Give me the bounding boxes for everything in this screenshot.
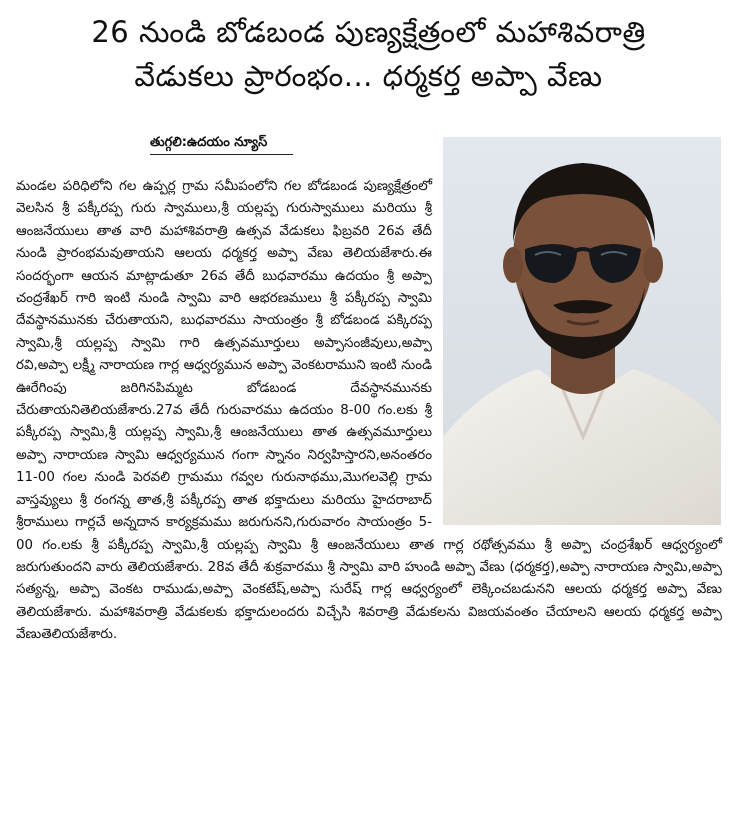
article-body xyxy=(16,176,722,647)
byline: తుగ్గలి:ఉదయం న్యూస్ xyxy=(150,135,268,150)
headline-line-2: వేడుకలు ప్రారంభం... ధర్మకర్త అప్పా వేణు xyxy=(134,59,603,93)
article-paragraph: మండల పరిధిలోని గల ఉప్పర్ల గ్రామ సమీపంలోని గల బోడబండ పుణ్యక్షేత్రంలో వెలసిన శ్రీ పక్కీరప్ప గురు స్వాములు,శ్రీ యల్లప్ప గురుస్వాములు మరియు శ్రీ ఆంజనేయులు తాత వారి మహాశివరాత్రి ఉత్సవ వేడుకలు ఫిబ్రవరి 26వ తేదీ నుండి ప్రారంభమవుతాయని ఆలయ ధర్మకర్త అప్పా వేణు తెలియజేశారు.ఈ సందర్భంగా ఆయన మాట్లాడుతూ 26వ తేదీ బుధవారము ఉదయం శ్రీ అప్పా చంద్రశేఖర్ గారి ఇంటి నుండి స్వామి వారి ఆభరణములు శ్రీ పక్కీరప్ప స్వామి దేవస్థానమునకు చేరుతాయని, బుధవారము సాయంత్రం శ్రీ బోడబండ పక్కిరప్ప స్వామి,శ్రీ యల్లప్ప స్వామి గారి ఉత్సవమూర్తులు అప్పాసంజీవులు,అప్పా రవి,అప్పా లక్ష్మీ నారాయణ గార్ల ఆధ్వర్యమున అప్పా వెంకటరాముని ఇంటి నుండి ఊరేగింపు జరిగినపిమ్మట బోడబండ దేవస్థానమునకు చేరుతాయనితెలియజేశారు.27వ తేదీ గురువారము ఉదయం 8-00 గం.లకు శ్రీ పక్కీరప్ప స్వామి,శ్రీ యల్లప్ప స్వామి,శ్రీ ఆంజనేయులు తాత ఉత్సవమూర్తులు అప్పా నారాయణ స్వామి ఆధ్వర్యమున గంగా స్నానం నిర్వహిస్తారని,అనంతరం 11-00 గంల నుండి పెరవలి గ్రామము గవ్వల గురునాథము,మొగలవెల్లి గ్రామ వాస్తవ్యులు శ్రీ రంగన్న తాత,శ్రీ పక్కీరప్ప తాత భక్తాదులు మరియు హైదరాబాద్ శ్రీరాములు గార్లచే అన్నదాన కార్యక్రమము జరుగునని,గురువారం సాయంత్రం 5-00 గం.లకు శ్రీ పక్కీరప్ప స్వామి,శ్రీ యల్లప్ప స్వామి శ్రీ ఆంజనేయులు తాత గార్ల రథోత్సవము శ్రీ అప్పా చంద్రశేఖర్ ఆధ్వర్యంలో జరుగుతుందని వారు తెలియజేశారు. 28వ తేదీ శుక్రవారము శ్రీ స్వామి వారి హుండి అప్పా వేణు (ధర్మకర్త),అప్పా నారాయణ స్వామి,అప్పా సత్యన్న, అప్పా వెంకట రాముడు,అప్పా వెంకటేష్,అప్పా సురేష్ గార్ల ఆధ్వర్యంలో లెక్కించబడునని ఆలయ ధర్మకర్త అప్పా వేణు తెలియజేశారు. మహాశివరాత్రి వేడుకలకు భక్తాదులందరు విచ్చేసి శివరాత్రి వేడుకలను విజయవంతం చేయాలని ఆలయ ధర్మకర్త అప్పా వేణుతెలియజేశారు. xyxy=(16,179,722,643)
headline xyxy=(0,10,737,98)
photo-spacer xyxy=(432,176,722,528)
byline-underline xyxy=(150,154,293,155)
headline-line-1: 26 నుండి బోడబండ పుణ్యక్షేత్రంలో మహాశివరాత్రి xyxy=(91,15,646,49)
